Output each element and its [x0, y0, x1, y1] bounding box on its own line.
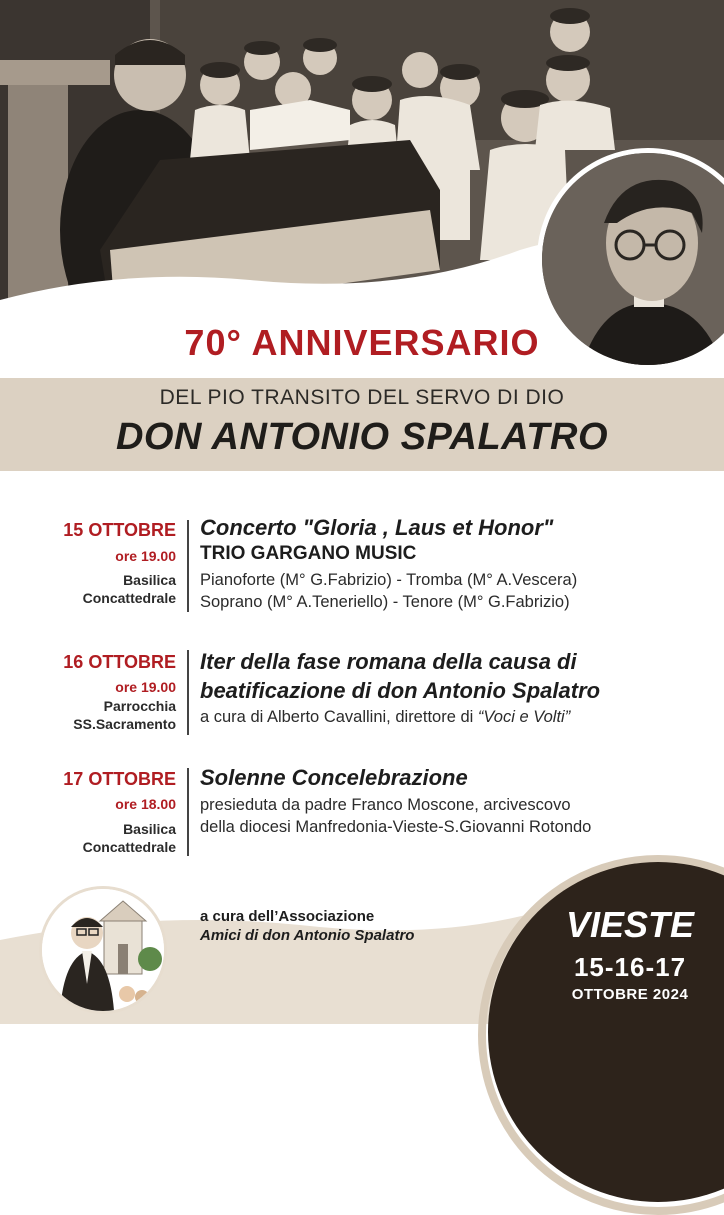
event-3-time: ore 18.00 — [115, 796, 176, 812]
event-2-place-line1: Parrocchia — [103, 698, 176, 714]
logo-illustration — [42, 889, 164, 1011]
association-logo — [39, 886, 167, 1014]
event-1-title: Concerto "Gloria , Laus et Honor" — [200, 515, 554, 540]
event-3-date: 17 OTTOBRE — [63, 769, 176, 789]
event-1-subtitle: TRIO GARGANO MUSIC — [200, 543, 417, 564]
location-city: VIESTE — [565, 904, 695, 945]
event-3-title: Solenne Concelebrazione — [200, 765, 468, 790]
event-divider-1 — [187, 520, 189, 612]
association-name: Amici di don Antonio Spalatro — [200, 927, 415, 944]
event-2-place-line2: SS.Sacramento — [73, 716, 176, 732]
band-name: DON ANTONIO SPALATRO — [115, 416, 609, 458]
event-1-place-line1: Basilica — [123, 572, 176, 588]
event-2-line1 — [200, 706, 570, 728]
event-3-place-line1: Basilica — [123, 821, 176, 837]
event-2-time: ore 19.00 — [115, 679, 176, 695]
event-1-place — [83, 571, 176, 607]
event-3-line2: della diocesi Manfredonia-Vieste-S.Giovanni Rotondo — [200, 818, 592, 836]
event-1-date: 15 OTTOBRE — [63, 520, 176, 540]
event-2-place — [73, 697, 176, 733]
event-1-time: ore 19.00 — [115, 548, 176, 564]
event-divider-3 — [187, 768, 189, 856]
event-2-date: 16 OTTOBRE — [63, 652, 176, 672]
event-2-line1-text: a cura di Alberto Cavallini, direttore di — [200, 708, 478, 726]
band-subtitle: DEL PIO TRANSITO DEL SERVO DI DIO — [159, 386, 565, 409]
event-2-magazine: “Voci e Volti” — [477, 708, 571, 726]
event-divider-2 — [187, 650, 189, 735]
event-1-line1: Pianoforte (M° G.Fabrizio) - Tromba (M° A.Vescera) — [200, 571, 578, 589]
event-1-line2: Soprano (M° A.Teneriello) - Tenore (M° G.Fabrizio) — [200, 593, 570, 611]
location-month: OTTOBRE 2024 — [571, 986, 689, 1003]
anniversary-title: 70° ANNIVERSARIO — [184, 322, 540, 363]
location-days: 15-16-17 — [573, 952, 687, 982]
event-1-place-line2: Concattedrale — [82, 590, 176, 606]
event-3-place-line2: Concattedrale — [82, 839, 176, 855]
event-2-title-line2: beatificazione di don Antonio Spalatro — [200, 678, 601, 703]
event-3-line1: presieduta da padre Franco Moscone, arcivescovo — [200, 796, 571, 814]
curated-by-label: a cura dell’Associazione — [200, 908, 375, 925]
event-2-title-line1: Iter della fase romana della causa di — [200, 649, 577, 674]
